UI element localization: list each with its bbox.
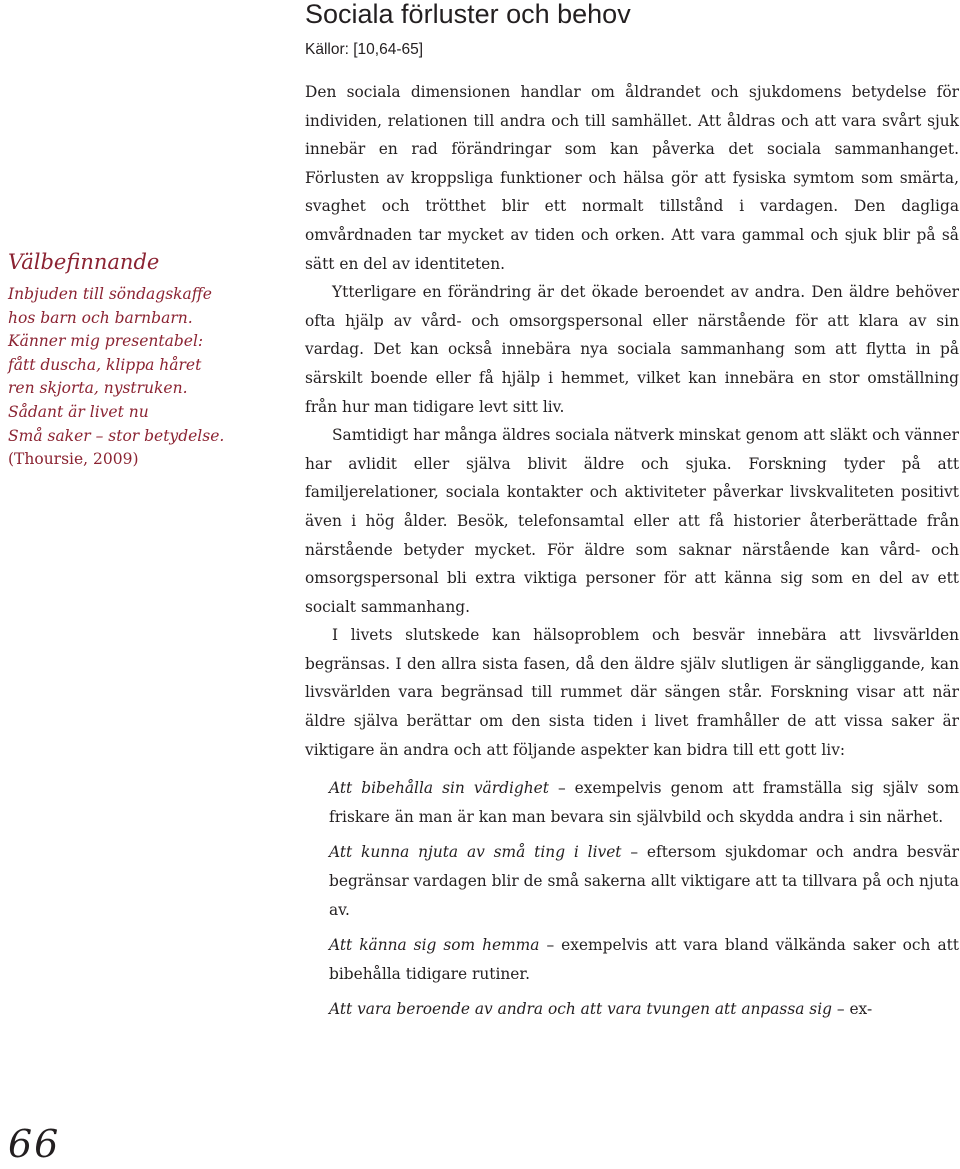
sidebar-quote [8, 247, 278, 472]
sidebar-quote-line: Sådant är livet nu [8, 402, 149, 421]
page-number: 66 [8, 1122, 61, 1166]
aspect-term: Att känna sig som hemma [329, 936, 540, 955]
aspect-item [329, 774, 959, 831]
aspect-list [305, 774, 959, 1024]
section-sources: Källor: [10,64-65] [305, 41, 424, 58]
sidebar-quote-line: Små saker – stor betydelse. [8, 426, 225, 445]
sidebar-quote-line: ren skjorta, nystruken. [8, 379, 188, 398]
aspect-text: – exempelvis att vara bland välkända saker och att bibehålla tidigare rutiner. [329, 936, 959, 983]
body-paragraph: I livets slutskede kan hälsoproblem och besvär innebära att livsvärlden begränsas. I den allra sista fasen, då den äldre själv slutligen är sängliggande, kan livsvärlden vara begränsad till rummet där sängen står. Forskning visar att när äldre själva berättar om den sista tiden i livet framhåller de att vissa saker är viktigare än andra och att följande aspekter kan bidra till ett gott liv: [305, 626, 959, 759]
aspect-item [329, 838, 959, 924]
sidebar-quote-line: Känner mig presentabel: [8, 332, 204, 351]
aspect-term: Att kunna njuta av små ting i livet [329, 843, 622, 862]
body-paragraph: Den sociala dimensionen handlar om åldrandet och sjukdomens betydelse för individen, relationen till andra och till samhället. Att åldras och att vara svårt sjuk innebär en rad förändringar som kan påverka det sociala sammanhanget. Förlusten av kroppsliga funktioner och hälsa gör att fysiska symtom som smärta, svaghet och trötthet blir ett normalt tillstånd i vardagen. Den dagliga omvårdnaden tar mycket av tiden och orken. Att vara gammal och sjuk blir på så sätt en del av identiteten. [305, 83, 959, 273]
aspect-text: – ex- [831, 1000, 873, 1019]
aspect-text: – eftersom sjukdomar och andra besvär begränsar vardagen blir de små sakerna allt viktigare att ta tillvara på och njuta av. [329, 843, 959, 919]
section-heading: Sociala förluster och behov [305, 0, 631, 29]
sidebar-quote-line: Inbjuden till söndagskaffe [8, 285, 212, 303]
sidebar-quote-line: fått duscha, klippa håret [8, 355, 202, 374]
body-paragraph: Samtidigt har många äldres sociala nätverk minskat genom att släkt och vänner har avlidit eller själva blivit äldre och sjuka. Forskning tyder på att familjerelationer, sociala kontakter och aktiviteter påverkar livskvaliteten positivt även i hög ålder. Besök, telefonsamtal eller att få historier återberättade från närstående betyder mycket. För äldre som saknar närstående kan vård- och omsorgspersonal bli extra viktiga personer för att känna sig som en del av ett socialt sammanhang. [305, 426, 960, 616]
aspect-item [329, 995, 959, 1024]
aspect-term: Att vara beroende av andra och att vara tvungen att anpassa sig [329, 1000, 832, 1019]
aspect-item [329, 931, 959, 988]
main-column [305, 0, 959, 1024]
aspect-term: Att bibehålla sin värdighet [329, 779, 549, 798]
body-paragraph: Ytterligare en förändring är det ökade beroendet av andra. Den äldre behöver ofta hjälp av vård- och omsorgspersonal eller närstående för att klara av sin vardag. Det kan också innebära nya sociala sammanhang som att flytta in på särskilt boende eller få hjälp i hemmet, vilket kan innebära en stor omställning från hur man tidigare levt sitt liv. [305, 283, 959, 416]
sidebar-source: (Thoursie, 2009) [8, 450, 139, 469]
sidebar-title: Välbefinnande [8, 250, 160, 274]
aspect-text: – exempelvis genom att framställa sig själv som friskare än man är kan man bevara sin självbild och skydda andra i sin närhet. [329, 779, 960, 826]
sidebar-quote-line: hos barn och barnbarn. [8, 308, 193, 327]
